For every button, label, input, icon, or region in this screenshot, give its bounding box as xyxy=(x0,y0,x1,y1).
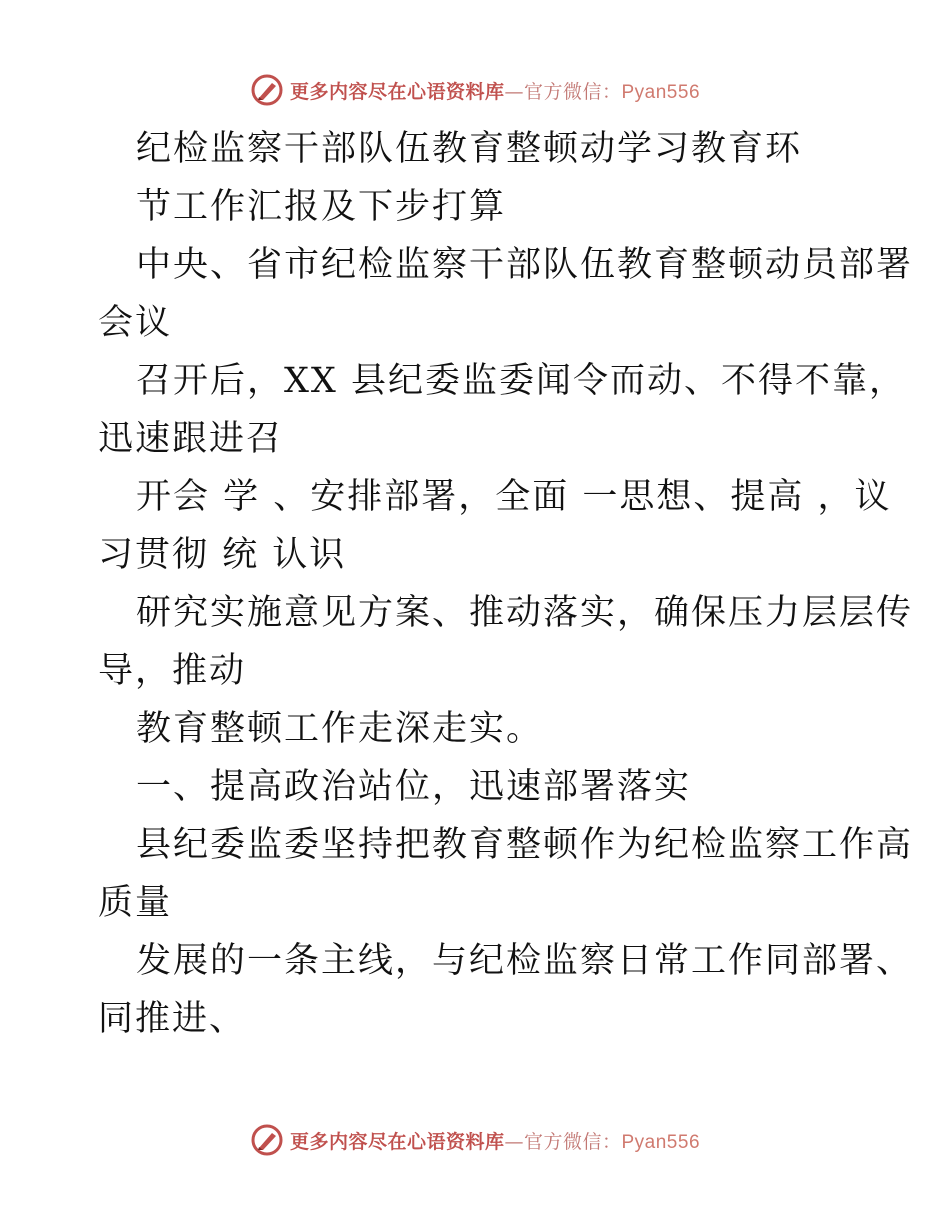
text-line: 中央、省市纪检监察干部队伍教育整顿动员部署 xyxy=(136,245,914,285)
pen-logo-icon xyxy=(250,73,284,107)
document-body xyxy=(98,120,914,1048)
pen-logo-icon xyxy=(250,1123,284,1157)
text-line: 同推进、 xyxy=(98,999,247,1039)
banner-wechat-id: Pyan556 xyxy=(621,81,701,103)
banner-dash: — xyxy=(504,1130,524,1153)
text-line: 县纪委监委坚持把教育整顿作为纪检监察工作高 xyxy=(136,825,914,865)
text-line: 习贯彻 统 认识 xyxy=(98,535,347,575)
header-banner xyxy=(0,70,950,110)
section-heading: 一、提高政治站位，迅速部署落实 xyxy=(136,767,692,807)
banner-text xyxy=(290,77,700,104)
banner-wechat-label: 官方微信： xyxy=(523,80,622,103)
banner-main-text: 更多内容尽在心语资料库 xyxy=(289,1130,505,1153)
text-line: 质量 xyxy=(98,883,173,923)
text-line: 开会 学 、安排部署，全面 一思想、提高 ，议 xyxy=(136,477,892,517)
text-line: 迅速跟进召 xyxy=(98,419,284,459)
text-line: 发展的一条主线，与纪检监察日常工作同部署、 xyxy=(136,941,914,981)
text-line: 纪检监察干部队伍教育整顿动学习教育环 xyxy=(136,129,803,169)
text-line: 导，推动 xyxy=(98,651,247,691)
banner-dash: — xyxy=(504,80,524,103)
banner-wechat-label: 官方微信： xyxy=(523,1130,622,1153)
text-line: 会议 xyxy=(98,303,173,343)
banner-wechat-id: Pyan556 xyxy=(621,1131,701,1153)
banner-text xyxy=(290,1127,700,1154)
text-line: 召开后，XX 县纪委监委闻令而动、不得不靠， xyxy=(136,361,906,401)
text-line: 节工作汇报及下步打算 xyxy=(136,187,507,227)
text-line: 教育整顿工作走深走实。 xyxy=(136,709,544,749)
banner-main-text: 更多内容尽在心语资料库 xyxy=(289,80,505,103)
text-line: 研究实施意见方案、推动落实，确保压力层层传 xyxy=(136,593,914,633)
footer-banner xyxy=(0,1120,950,1160)
